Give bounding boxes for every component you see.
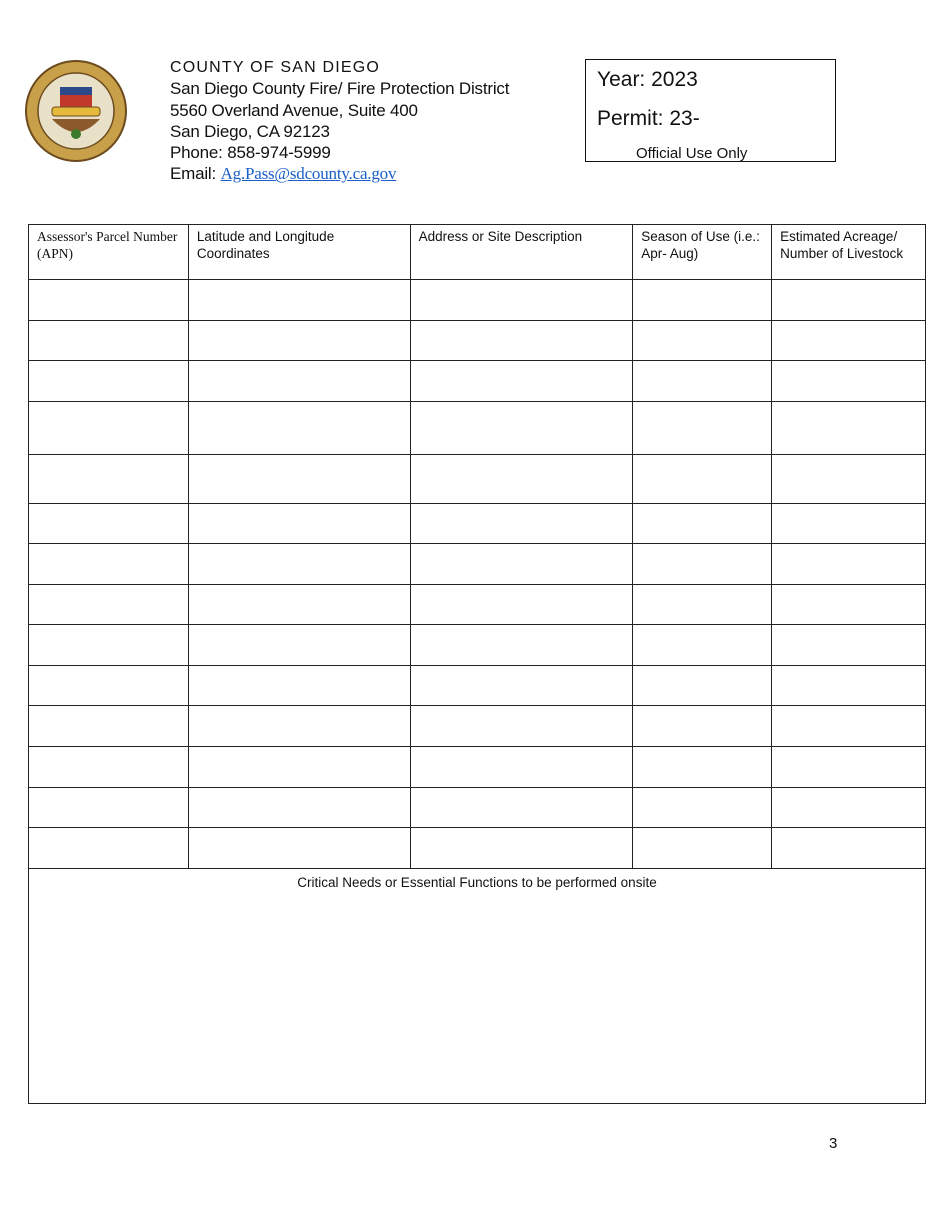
table-cell[interactable] [188, 625, 410, 666]
org-name: COUNTY OF SAN DIEGO [170, 59, 381, 76]
street-address: 5560 Overland Avenue, Suite 400 [170, 100, 418, 120]
table-cell[interactable] [772, 585, 926, 625]
table-cell[interactable] [772, 625, 926, 666]
table-row [29, 747, 926, 788]
critical-needs-row [29, 869, 926, 1104]
table-row [29, 455, 926, 504]
table-cell[interactable] [633, 280, 772, 321]
table-cell[interactable] [29, 321, 189, 361]
table-cell[interactable] [29, 544, 189, 585]
table-cell[interactable] [188, 666, 410, 706]
table-cell[interactable] [633, 625, 772, 666]
table-cell[interactable] [410, 361, 633, 402]
table-row [29, 625, 926, 666]
table-cell[interactable] [29, 828, 189, 869]
table-row [29, 666, 926, 706]
table-cell[interactable] [772, 666, 926, 706]
city-state-zip: San Diego, CA 92123 [170, 121, 330, 141]
col-season: Season of Use (i.e.: Apr- Aug) [633, 225, 772, 280]
official-use-box [585, 59, 836, 162]
table-cell[interactable] [188, 504, 410, 544]
parcel-table [28, 224, 926, 1104]
table-cell[interactable] [188, 361, 410, 402]
table-cell[interactable] [410, 402, 633, 455]
table-cell[interactable] [772, 747, 926, 788]
table-cell[interactable] [29, 455, 189, 504]
table-cell[interactable] [188, 585, 410, 625]
table-row [29, 280, 926, 321]
table-cell[interactable] [772, 280, 926, 321]
table-cell[interactable] [410, 666, 633, 706]
table-cell[interactable] [410, 788, 633, 828]
table-cell[interactable] [29, 280, 189, 321]
table-cell[interactable] [410, 625, 633, 666]
col-acreage: Estimated Acreage/ Number of Livestock [772, 225, 926, 280]
table-cell[interactable] [633, 788, 772, 828]
table-cell[interactable] [633, 666, 772, 706]
table-cell[interactable] [188, 280, 410, 321]
critical-needs-cell[interactable] [29, 869, 926, 1104]
col-coordinates: Latitude and Longitude Coordinates [188, 225, 410, 280]
table-cell[interactable] [29, 747, 189, 788]
page-number: 3 [829, 1135, 838, 1152]
table-cell[interactable] [29, 625, 189, 666]
table-cell[interactable] [188, 828, 410, 869]
table-row [29, 321, 926, 361]
table-cell[interactable] [188, 402, 410, 455]
table-cell[interactable] [772, 402, 926, 455]
table-cell[interactable] [772, 706, 926, 747]
table-cell[interactable] [633, 361, 772, 402]
table-cell[interactable] [29, 402, 189, 455]
table-cell[interactable] [188, 455, 410, 504]
phone: Phone: 858-974-5999 [170, 143, 331, 163]
table-row [29, 361, 926, 402]
table-cell[interactable] [633, 706, 772, 747]
table-cell[interactable] [188, 544, 410, 585]
table-cell[interactable] [633, 402, 772, 455]
table-cell[interactable] [772, 504, 926, 544]
county-seal-logo [24, 59, 128, 163]
table-cell[interactable] [29, 666, 189, 706]
table-cell[interactable] [633, 747, 772, 788]
table-cell[interactable] [29, 361, 189, 402]
table-cell[interactable] [29, 788, 189, 828]
table-cell[interactable] [772, 361, 926, 402]
table-cell[interactable] [633, 585, 772, 625]
table-cell[interactable] [29, 585, 189, 625]
table-cell[interactable] [188, 706, 410, 747]
table-cell[interactable] [633, 321, 772, 361]
table-cell[interactable] [410, 828, 633, 869]
permit-field: Permit: 23- [597, 107, 700, 130]
table-row [29, 402, 926, 455]
table-cell[interactable] [29, 706, 189, 747]
table-row [29, 544, 926, 585]
table-cell[interactable] [188, 747, 410, 788]
table-cell[interactable] [772, 455, 926, 504]
table-cell[interactable] [633, 544, 772, 585]
table-cell[interactable] [772, 788, 926, 828]
year-field: Year: 2023 [597, 68, 698, 91]
agency-address-block [170, 57, 509, 185]
table-row [29, 504, 926, 544]
email-label: Email: [170, 164, 221, 184]
table-cell[interactable] [772, 544, 926, 585]
table-row [29, 828, 926, 869]
dept-name: San Diego County Fire/ Fire Protection District [170, 79, 510, 99]
table-cell[interactable] [410, 455, 633, 504]
table-cell[interactable] [410, 544, 633, 585]
table-cell[interactable] [772, 828, 926, 869]
table-cell[interactable] [410, 585, 633, 625]
col-address: Address or Site Description [410, 225, 633, 280]
table-cell[interactable] [188, 321, 410, 361]
table-cell[interactable] [410, 706, 633, 747]
email-link[interactable]: Ag.Pass@sdcounty.ca.gov [220, 164, 397, 184]
table-row [29, 788, 926, 828]
critical-needs-label: Critical Needs or Essential Functions to be performed onsite [297, 875, 657, 890]
table-cell[interactable] [188, 788, 410, 828]
col-apn: Assessor's Parcel Number (APN) [29, 225, 189, 280]
email-line [170, 163, 509, 184]
table-cell[interactable] [410, 321, 633, 361]
table-header-row [29, 225, 926, 280]
table-row [29, 585, 926, 625]
table-cell[interactable] [633, 504, 772, 544]
official-use-label: Official Use Only [636, 145, 748, 162]
table-cell[interactable] [772, 321, 926, 361]
table-cell[interactable] [633, 828, 772, 869]
table-row [29, 706, 926, 747]
table-cell[interactable] [29, 504, 189, 544]
table-cell[interactable] [410, 280, 633, 321]
table-cell[interactable] [410, 504, 633, 544]
table-cell[interactable] [633, 455, 772, 504]
table-cell[interactable] [410, 747, 633, 788]
